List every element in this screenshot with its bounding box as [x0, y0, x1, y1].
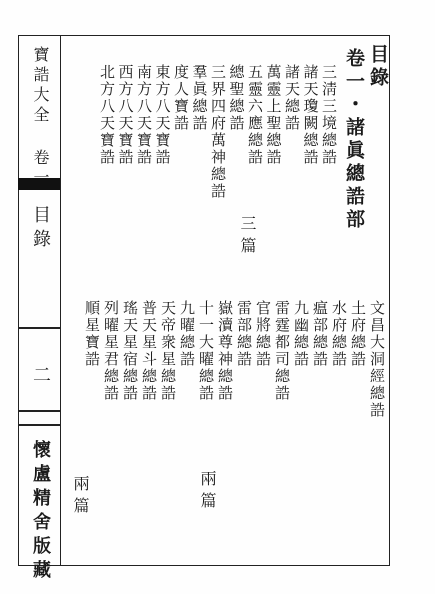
toc-entry: 瑤天星宿總誥	[121, 300, 139, 402]
toc-entry: 天帝衆星總誥	[159, 300, 177, 402]
gutter-page-number: 二	[30, 365, 51, 389]
toc-entry: 文昌大洞經總誥	[368, 300, 386, 419]
volume-heading: 卷一・諸眞總誥部	[343, 48, 365, 232]
count-note: 兩篇	[198, 470, 217, 514]
toc-entry: 南方八天寶誥	[135, 64, 153, 166]
toc-entry: 列曜星君總誥	[102, 300, 120, 402]
toc-entry: 順星寶誥	[83, 300, 101, 368]
gutter-outer-border	[18, 35, 19, 565]
count-note: 三篇	[238, 215, 257, 259]
right-border	[389, 35, 390, 565]
gutter-fishtail-base	[18, 424, 60, 426]
toc-entry: 羣眞總誥	[190, 64, 209, 132]
toc-entry: 諸天瓊闕總誥	[301, 64, 320, 166]
toc-entry: 三淸三境總誥	[320, 64, 338, 166]
toc-entry: 土府總誥	[349, 300, 367, 368]
toc-entry: 十一大曜總誥	[197, 300, 215, 402]
toc-entry: 普天星斗總誥	[140, 300, 158, 402]
bottom-border	[18, 565, 390, 566]
toc-entry: 萬靈上聖總誥	[264, 64, 283, 166]
toc-entry: 雷霆都司總誥	[273, 300, 291, 402]
count-note: 兩篇	[71, 475, 90, 519]
gutter-inner-border	[60, 35, 61, 565]
toc-entry: 東方八天寶誥	[153, 64, 172, 166]
toc-entry: 總聖總誥	[227, 64, 246, 132]
toc-entry: 嶽瀆尊神總誥	[216, 300, 234, 402]
toc-entry: 西方八天寶誥	[116, 64, 135, 166]
toc-entry: 諸天總誥	[283, 64, 301, 132]
toc-entry: 雷部總誥	[235, 300, 253, 368]
toc-entry: 瘟部總誥	[311, 300, 329, 368]
toc-entry: 北方八天寶誥	[98, 64, 116, 166]
gutter-title: 寶誥大全 卷一	[31, 46, 50, 189]
toc-entry: 三界四府萬神總誥	[209, 64, 227, 200]
toc-entry: 度人寶誥	[172, 64, 190, 132]
top-border	[18, 35, 390, 36]
toc-title: 目錄	[367, 44, 389, 90]
gutter-fishtail-low	[18, 410, 60, 412]
toc-entry: 九幽總誥	[292, 300, 310, 368]
toc-entry: 五靈六應總誥	[246, 64, 264, 166]
gutter-section: 目錄	[30, 205, 51, 253]
toc-entry: 水府總誥	[330, 300, 348, 368]
toc-entry: 九曜總誥	[178, 300, 196, 368]
gutter-fishtail-mid	[18, 327, 60, 329]
gutter-publisher: 懷盧精舍版藏	[30, 440, 51, 584]
toc-entry: 官將總誥	[254, 300, 272, 368]
